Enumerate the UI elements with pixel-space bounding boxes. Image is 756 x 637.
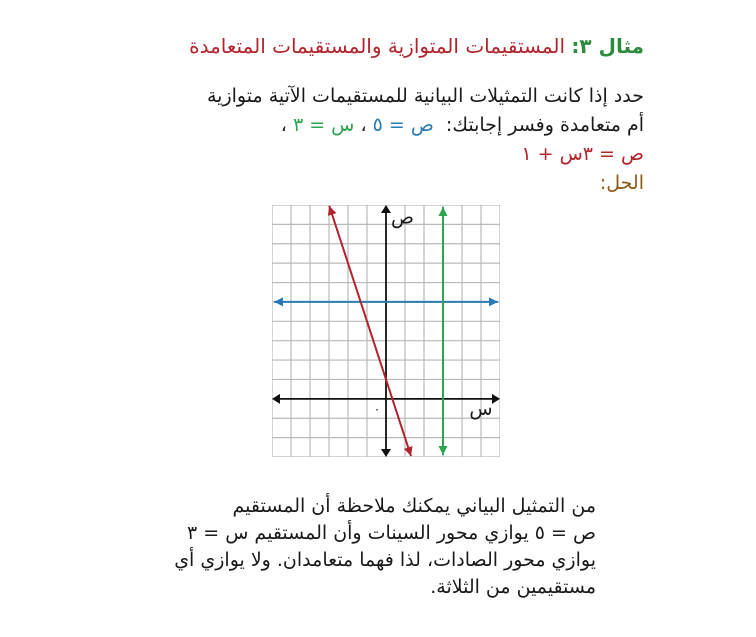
solution-label: الحل:	[599, 172, 644, 194]
x-axis-label: س	[469, 398, 493, 421]
origin-label: ٠	[373, 401, 381, 416]
separator-1: ،	[360, 114, 367, 136]
y-axis-label: ص	[391, 206, 414, 229]
problem-statement	[104, 82, 644, 198]
example-title	[189, 34, 644, 58]
line-vertical-arrow-end	[439, 446, 448, 455]
example-number: مثال ٣:	[571, 34, 644, 58]
conclusion-line-2: ص = ٥ يوازي محور السينات وأن المستقيم س = ٣	[186, 522, 596, 544]
problem-line-2-prefix: أم متعامدة وفسر إجابتك:	[445, 114, 644, 136]
conclusion-line-1: من التمثيل البياني يمكنك ملاحظة أن المستقيم	[232, 495, 596, 517]
equation-vertical: س = ٣	[292, 114, 355, 136]
equation-horizontal: ص = ٥	[372, 114, 434, 136]
separator-2: ،	[280, 114, 287, 136]
example-topic: المستقيمات المتوازية والمستقيمات المتعامدة	[189, 34, 566, 58]
line-vertical-arrow-start	[439, 207, 448, 216]
x-axis-arrow-right	[492, 394, 500, 404]
graph-labels	[374, 206, 493, 420]
y-axis-arrow-top	[381, 205, 391, 213]
line-slope-arrow-start	[328, 206, 337, 216]
graph-axes	[272, 205, 500, 457]
conclusion-text	[101, 493, 596, 601]
y-axis-arrow-bottom	[381, 449, 391, 457]
line-horizontal-arrow-start	[274, 297, 283, 306]
problem-line-2	[104, 111, 644, 140]
x-axis-arrow-left	[272, 394, 280, 404]
conclusion-line-4: مستقيمين من الثلاثة.	[430, 576, 596, 598]
line-horizontal-arrow-end	[489, 297, 498, 306]
conclusion-line-3: يوازي محور الصادات، لذا فهما متعامدان. ولا يوازي أي	[174, 549, 596, 571]
coordinate-graph	[272, 205, 500, 457]
equation-sloped: ص = ٣س + ١	[521, 143, 644, 165]
problem-line-1: حدد إذا كانت التمثيلات البيانية للمستقيمات الآتية متوازية	[207, 85, 644, 107]
